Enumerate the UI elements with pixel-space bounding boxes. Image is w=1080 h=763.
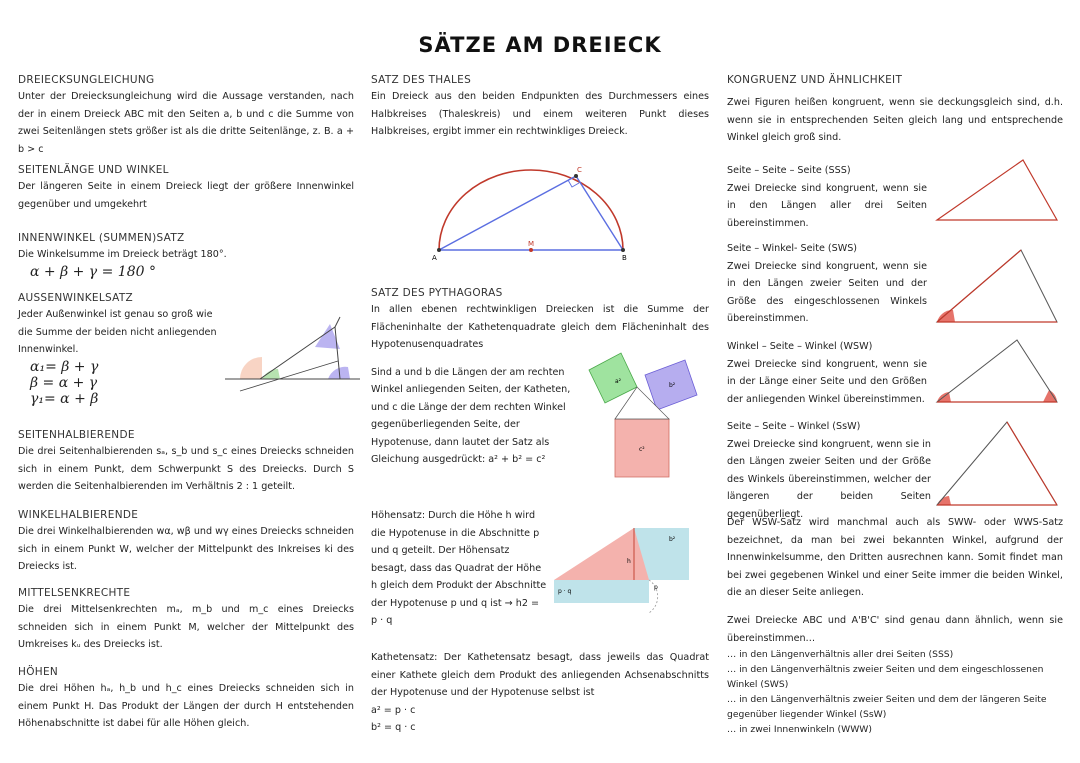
- section-innenwinkel: [18, 232, 354, 280]
- text-ssw: Zwei Dreiecke sind kongruent, wenn sie in den Längen zweier Seiten und der Größe des Winkels übereinstimmen, welcher der längeren der beiden Seiten gegenüberliegt.: [727, 438, 931, 520]
- page-title: SÄTZE AM DREIECK: [418, 33, 662, 57]
- heading-mittelsenkrechte: MITTELSENKRECHTE: [18, 587, 131, 599]
- heading-innenwinkel: INNENWINKEL (SUMMEN)SATZ: [18, 232, 185, 244]
- heading-aussenwinkel: AUSSENWINKELSATZ: [18, 292, 134, 304]
- text-sws: Zwei Dreiecke sind kongruent, wenn sie in den Längen zweier Seiten und der Größe des eingeschlossenen Winkels übereinstimmen.: [727, 260, 927, 324]
- text-hoehensatz: Höhensatz: Durch die Höhe h wird die Hypotenuse in die Abschnitte p und q geteilt. Der Höhensatz besagt, dass das Quadrat der Höhe h gleich dem Produkt der Abschnitte der Hypotenuse p und q ist → h2 = p · q: [371, 510, 547, 626]
- hoehensatz-label-p: p: [654, 584, 658, 591]
- heading-kongruenz: KONGRUENZ UND ÄHNLICHKEIT: [727, 74, 903, 86]
- text-aussenwinkel: Jeder Außenwinkel ist genau so groß wie die Summe der beiden nicht anliegenden Innenwinkel.: [18, 309, 217, 355]
- section-wsw: [727, 338, 927, 408]
- text-winkelhalbierende: Die drei Winkelhalbierenden wα, wβ und wγ eines Dreiecks schneiden sich in einem Punkt W, welcher der Mittelpunkt des Inkreises ki des Dreiecks ist.: [18, 526, 354, 572]
- text-thales: Ein Dreieck aus den beiden Endpunkten des Durchmessers eines Halbkreises (Thaleskreis) und einem weiteren Punkt dieses Halbkreises, ergibt immer ein rechtwinkliges Dreieck.: [371, 91, 709, 137]
- section-hoehen: [18, 666, 354, 733]
- aehnlich-item: … in den Längenverhältnis zweier Seiten und dem der längeren Seite gegenüber liegender Winkel (SsW): [727, 694, 1047, 720]
- aehnlich-item: … in den Längenverhältnis zweier Seiten und dem eingeschlossenen Winkel (SWS): [727, 664, 1044, 690]
- text-innenwinkel: Die Winkelsumme im Dreieck beträgt 180°.: [18, 249, 227, 260]
- text-mittelsenkrechte: Die drei Mittelsenkrechten mₐ, m_b und m_c eines Dreiecks schneiden sich in einem Punkt M, welcher der Mittelpunkt des Umkreises kᵤ des Dreiecks ist.: [18, 604, 354, 650]
- text-kathetensatz: Kathetensatz: Der Kathetensatz besagt, dass jeweils das Quadrat einer Kathete gleich dem Produkt des anliegenden Achsenabschnitts der Hypotenuse und der Hypotenuse selbst ist: [371, 652, 709, 698]
- formula-kathetensatz-b: b² = q · c: [371, 722, 416, 733]
- section-winkelhalbierende: [18, 509, 354, 576]
- thales-label-c: C: [577, 166, 582, 174]
- section-kongruenz: [727, 74, 1063, 147]
- aussenwinkel-diagram: [220, 319, 360, 399]
- hoehensatz-label-pq: p · q: [558, 588, 572, 595]
- heading-pythagoras: SATZ DES PYTHAGORAS: [371, 287, 503, 299]
- section-seitenlaenge: [18, 164, 354, 213]
- triangle-wsw: [937, 340, 1057, 402]
- heading-ssw: Seite – Seite – Winkel (SsW): [727, 421, 861, 432]
- aehnlich-item: … in den Längenverhältnis aller drei Seiten (SSS): [727, 649, 954, 660]
- hoehensatz-label-b2: b²: [669, 536, 676, 543]
- heading-seitenlaenge: SEITENLÄNGE UND WINKEL: [18, 164, 169, 176]
- pythagoras-label-c2: c²: [639, 446, 645, 453]
- formula-alpha1: α₁= β + γ: [30, 358, 99, 375]
- heading-wsw: Winkel – Seite – Winkel (WSW): [727, 341, 873, 352]
- heading-sss: Seite – Seite – Seite (SSS): [727, 165, 851, 176]
- text-wsw: Zwei Dreiecke sind kongruent, wenn sie in der Länge einer Seite und den Größen der anliegenden Winkel übereinstimmen.: [727, 358, 927, 405]
- heading-thales: SATZ DES THALES: [371, 74, 472, 86]
- section-aehnlichkeit: [727, 612, 1063, 737]
- triangle-ssw: [937, 422, 1057, 505]
- text-kongruenz: Zwei Figuren heißen kongruent, wenn sie deckungsgleich sind, d.h. wenn sie in entsprechenden Seiten gleich lang und entsprechende Winkel gleich groß sind.: [727, 97, 1063, 143]
- heading-hoehen: HÖHEN: [18, 666, 59, 678]
- triangle-sws: [937, 250, 1057, 322]
- section-sss: [727, 162, 927, 232]
- hoehensatz-diagram: [554, 523, 694, 613]
- kongruenz-diagrams: [933, 160, 1063, 520]
- heading-seitenhalbierende: SEITENHALBIERENDE: [18, 429, 135, 441]
- section-wsw-satz: [727, 514, 1063, 602]
- thales-diagram: [431, 162, 631, 262]
- text-seitenlaenge: Der längeren Seite in einem Dreieck liegt der größere Innenwinkel gegenüber und umgekehrt: [18, 181, 354, 210]
- pythagoras-label-b2: b²: [669, 382, 676, 389]
- text-sss: Zwei Dreiecke sind kongruent, wenn sie in den Längen aller drei Seiten übereinstimmen.: [727, 182, 927, 229]
- section-mittelsenkrechte: [18, 587, 354, 654]
- section-kathetensatz: [371, 649, 709, 737]
- pythagoras-diagram: [585, 355, 695, 480]
- text-seitenhalbierende: Die drei Seitenhalbierenden sₐ, s_b und s_c eines Dreiecks schneiden sich in einem Punkt, dem Schwerpunkt S des Dreiecks. Durch S werden die Seitenhalbierenden im Verhältnis 2 : 1 geteilt.: [18, 446, 354, 492]
- thales-label-a: A: [432, 254, 437, 262]
- text-pythagoras-2: Sind a und b die Längen der am rechten Winkel anliegenden Seiten, der Katheten, und c die Länge der dem rechten Winkel gegenüberliegenden Seite, der Hypotenuse, dann lautet der Satz als Gleichung ausgedrückt: a² + b² = c²: [371, 366, 571, 465]
- section-seitenhalbierende: [18, 429, 354, 496]
- section-thales: [371, 74, 709, 141]
- heading-dreiecksungleichung: DREIECKSUNGLEICHUNG: [18, 74, 155, 86]
- text-hoehen: Die drei Höhen hₐ, h_b und h_c eines Dreiecks schneiden sich in einem Punkt H. Das Produkt der Längen der durch H entstehenden Höhenabschnitte ist dabei für alle Höhen gleich.: [18, 683, 354, 729]
- triangle-sss: [937, 160, 1057, 220]
- section-sws: [727, 240, 927, 328]
- text-aehnlichkeit: Zwei Dreiecke ABC und A'B'C' sind genau dann ähnlich, wenn sie übereinstimmen…: [727, 615, 1063, 644]
- formula-winkelsumme: α + β + γ = 180 °: [30, 263, 156, 280]
- heading-winkelhalbierende: WINKELHALBIERENDE: [18, 509, 139, 521]
- text-dreiecksungleichung: Unter der Dreiecksungleichung wird die Aussage verstanden, nach der in einem Dreieck ABC mit den Seiten a, b und c die Summe von zwei Seitenlängen stets größer ist als die dritte Seitenlänge, z. B. a + b > c: [18, 91, 354, 155]
- section-ssw: [727, 418, 931, 523]
- hoehensatz-label-h: h: [627, 558, 631, 565]
- aehnlich-item: … in zwei Innenwinkeln (WWW): [727, 724, 872, 735]
- formula-beta: β = α + γ: [30, 374, 98, 391]
- thales-label-m: M: [528, 240, 535, 248]
- section-dreiecksungleichung: [18, 74, 354, 158]
- pythagoras-label-a2: a²: [615, 378, 622, 385]
- thales-label-b: B: [622, 254, 627, 262]
- text-wsw-satz: Der WSW-Satz wird manchmal auch als SWW- oder WWS-Satz bezeichnet, da man bei zwei bekannten Winkel, aufgrund der Innenwinkelsumme, den Dritten ausrechnen kann. Somit findet man bei zwei gegebenen Winkel und einer Seite immer die beiden Winkel, die an dieser Seite anliegen.: [727, 517, 1063, 598]
- formula-gamma1: γ₁= α + β: [30, 390, 99, 407]
- text-pythagoras: In allen ebenen rechtwinkligen Dreiecken ist die Summe der Flächeninhalte der Kathetenquadrate gleich dem Flächeninhalt des Hypotenusenquadrates: [371, 304, 709, 350]
- formula-kathetensatz-a: a² = p · c: [371, 704, 416, 716]
- heading-sws: Seite – Winkel- Seite (SWS): [727, 243, 858, 254]
